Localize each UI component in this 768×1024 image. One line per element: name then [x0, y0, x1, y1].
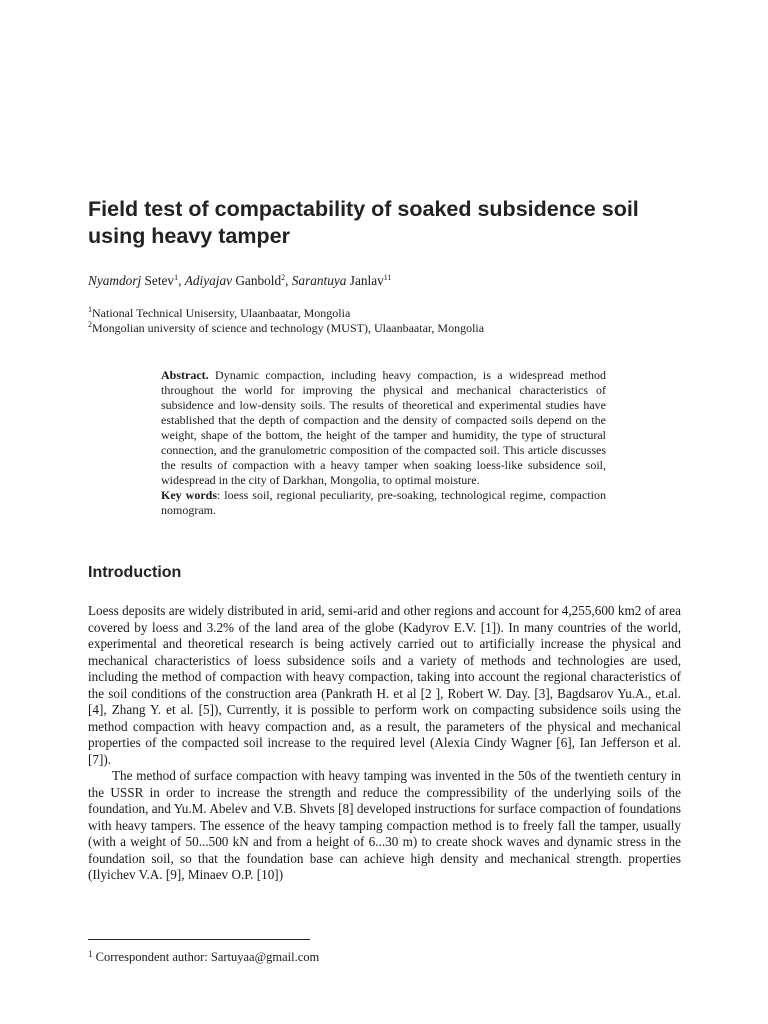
affiliation-2: $^2$Mongolian university of science and technology (MUST), Ulaanbaatar, Mongolia — [88, 320, 485, 335]
body-paragraph: Loess deposits are widely distributed in arid, semi-arid and other regions and account for 4,255,600 km2 of area covered by loess and 3.2% of the land area of the globe (Kadyrov E.V. [1]). In many countries of the world, experimental and theoretical research is being actively carried out to artificially increase the physical and mechanical characteristics of loess subsidence soils and a variety of methods and technologies are used, including the method of compaction with heavy compaction, taking into account the regional characteristics of the soil conditions of the construction area (Pankrath H. et al [2 ], Robert W. Day. [3], Bagdsarov Yu.A., et.al. [4], Zhang Y. et al. [5]), Currently, it is possible to perform work on compacting subsidence soils using the method compaction with heavy compaction and, as a result, the parameters of the physical and mechanical properties of the compacted soil increase to the required level (Alexia Cindy Wagner [6], Ian Jefferson et al. [7]). — [88, 603, 681, 767]
affiliations — [88, 306, 484, 336]
section-heading-introduction: Introduction — [88, 564, 182, 581]
abstract-text: Abstract. Dynamic compaction, including heavy compaction, is a widespread method throughout the world for improving the physical and mechanical characteristics of subsidence and low-density soils. The results of theoretical and experimental studies have established that the depth of compaction and the density of compacted soils depend on the weight, shape of the bottom, the height of the tamper and humidity, the type of structural connection, and the granulometric composition of the compacted soil. This article discusses the results of compaction with a heavy tamper when soaking loess-like subsidence soil, widespread in the city of Darkhan, Mongolia, to optimal moisture. — [161, 368, 606, 487]
paper-title: Field test of compactability of soaked subsidence soil using heavy tamper — [88, 197, 639, 248]
affiliation-1: $^1$National Technical Unisersity, Ulaanbaatar, Mongolia — [88, 305, 351, 320]
body-paragraph: The method of surface compaction with heavy tamping was invented in the 50s of the twentieth century in the USSR in order to increase the strength and reduce the compressibility of the underlying soils of the foundation, and Yu.M. Abelev and V.B. Shvets [8] developed instructions for surface compaction of foundations with heavy tampers. The essence of the heavy tamping compaction method is to freely fall the tamper, usually (with a weight of 50...500 kN and from a height of 6...30 m) to create shock waves and dynamic stress in the foundation soil, so that the foundation base can achieve high density and mechanical strength. properties (Ilyichev V.A. [9], Minaev O.P. [10]) — [88, 768, 681, 882]
author: Sarantuya Janlav$^{11}$ — [291, 273, 392, 288]
abstract-block — [161, 368, 606, 518]
author: Nyamdorj Setev$^1$, — [88, 273, 185, 288]
footnote: $^1$ Correspondent author: Sartuyaa@gmail.com — [88, 949, 320, 964]
footnote-divider — [88, 939, 310, 940]
introduction-body — [88, 603, 681, 884]
author-list — [88, 272, 391, 289]
author: Adiyajav Ganbold$^2$, — [184, 273, 292, 288]
keywords: Key words: loess soil, regional peculiarity, pre-soaking, technological regime, compaction nomogram. — [161, 488, 606, 517]
